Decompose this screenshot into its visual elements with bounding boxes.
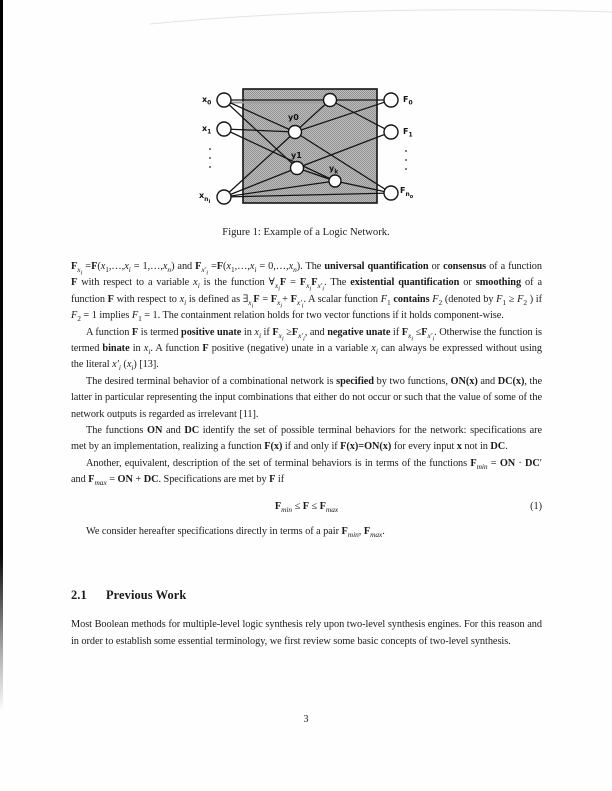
page-number: 3 <box>303 714 309 725</box>
paragraph: We consider hereafter specifications directly in terms of a pair $F_{min}$, $F_{max}$. <box>86 526 385 540</box>
section-title: Previous Work <box>106 588 187 602</box>
label-yk: $y_k$ <box>329 164 339 176</box>
ellipsis-dot <box>209 166 211 168</box>
node-xn <box>217 190 231 204</box>
paragraph: The functions ON and DC identify the set of possible terminal behaviors for the network: specifications are met by an implementation, realizing a function F(x) if and only if F(x)=ON(x) for every input x not in DC. <box>71 425 543 453</box>
equation-row <box>71 499 542 515</box>
label-Fn: $F_{n_o}$ <box>400 186 414 200</box>
label-F1: $F_1$ <box>403 127 413 139</box>
node-x1 <box>217 122 231 136</box>
scan-curve-artifact <box>0 0 612 30</box>
paragraph: $F_{x_i}$ $=F(x_1,\dots,x_i$ = $1,\dots,x_n$) and $F_{x'_i}$ $=F(x_1,\dots,x_i$ = $0,\dots,x_n$). The universal quantification or consensus of a function F with respect to a variable $x_i$ is the function $\forall_{x_i}F = F_{x_i}F_{x'_i}$. The existential quantification or smoothing of a function F with respect to $x_i$ is defined as $\exists_{x_i}F = F_{x_i}+ F_{x'_i}$. A scalar function $F_1$ contains $F_2$ (denoted by $F_1 \ge F_2$ ) if $F_2 = 1$ implies $F_1 = 1$. The containment relation holds for two vector functions if it holds component-wise. <box>71 261 543 324</box>
body-text-upper <box>71 259 542 541</box>
section-number: 2.1 <box>71 588 87 602</box>
section-heading <box>71 588 542 603</box>
equation-body: $F_{min} \le F \le F_{max}$ <box>274 500 339 514</box>
logic-network-figure <box>195 83 420 211</box>
scan-edge-artifact <box>0 0 3 712</box>
ellipsis-dot <box>405 159 407 161</box>
label-x1: $x_1$ <box>202 124 212 136</box>
paragraph: A function F is termed positive unate in $x_i$ if $F_{x_i} \ge F_{x'_i}$, and negative unate if $F_{x_i} \le F_{x'_i}$. Otherwise the function is termed binate in $x_i$. A function F positive (negative) unate in a variable $x_i$ can always be expressed without using the literal $x'_i$ $(x_i)$ [13]. <box>71 326 543 373</box>
paragraphs-bottom <box>71 617 542 650</box>
ellipsis-dot <box>209 157 211 159</box>
node-x0 <box>217 93 231 107</box>
node-F0 <box>384 93 398 107</box>
node-y0 <box>289 126 302 139</box>
ellipsis-dot <box>405 168 407 170</box>
node-y1 <box>291 162 304 175</box>
paragraph: The desired terminal behavior of a combinational network is specified by two functions, ON(x) and DC(x), the latter in particular representing the input combinations that either do not occur or such that the value of some of the network outputs is regarded as irrelevant [11]. <box>71 375 542 420</box>
label-xn: $x_{n_i}$ <box>199 191 211 205</box>
node-Fn <box>384 186 398 200</box>
ellipsis-dot <box>209 148 211 150</box>
node-F1 <box>384 125 398 139</box>
paragraphs-top <box>71 259 542 489</box>
ellipsis-dot <box>405 150 407 152</box>
label-x0: $x_0$ <box>202 95 212 107</box>
label-y0: y0 <box>288 113 299 122</box>
equation-number: (1) <box>530 500 542 512</box>
body-text-lower <box>71 588 542 650</box>
label-y1: y1 <box>291 151 302 160</box>
node-yk <box>329 175 341 187</box>
label-F0: $F_0$ <box>403 95 413 107</box>
paragraphs-mid <box>71 524 542 540</box>
paragraph: Another, equivalent, description of the set of terminal behaviors is in terms of the functions $F_{min}$ = ON · DC′ and $F_{max}$ = ON + DC. Specifications are met by F if <box>71 457 542 488</box>
node-top <box>324 94 337 107</box>
paragraph: Most Boolean methods for multiple-level logic synthesis rely upon two-level synthesis engines. For this reason and in order to establish some essential terminology, we first review some basic concepts of two-level synthesis. <box>71 619 542 647</box>
figure-caption: Figure 1: Example of a Logic Network. <box>222 227 390 238</box>
